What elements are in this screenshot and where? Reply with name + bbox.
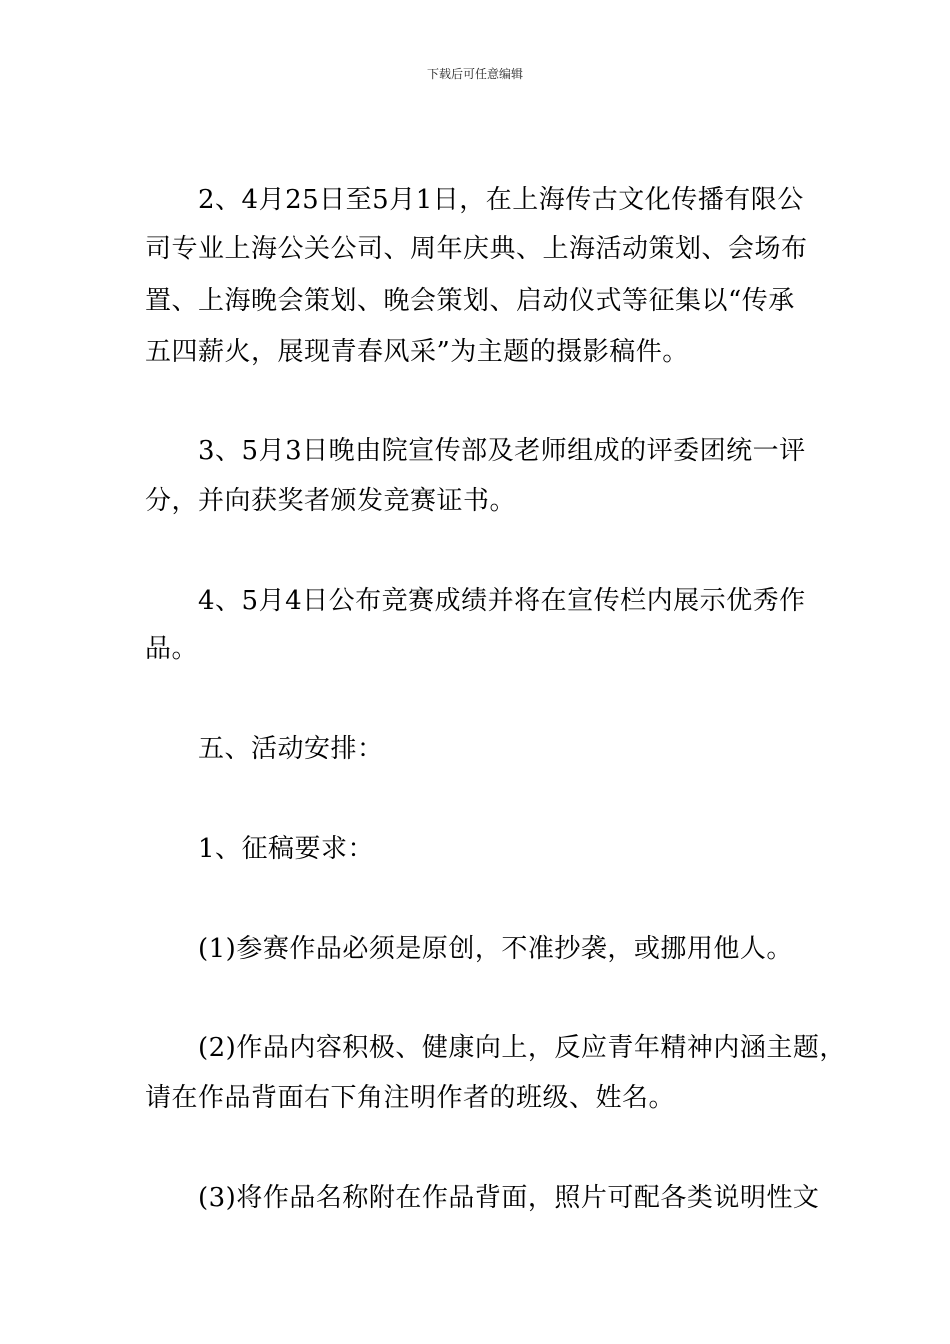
paragraph-2-line-1: 2、4月25日至5月1日，在上海传古文化传播有限公 [145,185,804,215]
requirement-3-line-1: (3)将作品名称附在作品背面，照片可配各类说明性文 [145,1183,820,1213]
section-heading-activity: 五、活动安排： [145,734,384,764]
requirement-2-line-2: 请在作品背面右下角注明作者的班级、姓名。 [145,1083,676,1113]
requirement-2-line-1: (2)作品内容积极、健康向上，反应青年精神内涵主题， [145,1033,846,1063]
subheading-requirements: 1、征稿要求： [145,834,375,864]
paragraph-2-line-4: 五四薪火，展现青春风采”为主题的摄影稿件。 [145,337,689,367]
paragraph-3-line-2: 分，并向获奖者颁发竞赛证书。 [145,486,517,516]
paragraph-2-line-2: 司专业上海公关公司、周年庆典、上海活动策划、会场布 [145,234,808,264]
paragraph-4-line-1: 4、5月4日公布竞赛成绩并将在宣传栏内展示优秀作 [145,586,806,616]
paragraph-2-line-3: 置、上海晚会策划、晚会策划、启动仪式等征集以“传承 [145,286,795,316]
requirement-1: (1)参赛作品必须是原创，不准抄袭，或挪用他人。 [145,934,793,964]
paragraph-3-line-1: 3、5月3日晚由院宣传部及老师组成的评委团统一评 [145,436,806,466]
paragraph-4-line-2: 品。 [145,634,199,664]
page-header: 下载后可任意编辑 [426,67,523,81]
